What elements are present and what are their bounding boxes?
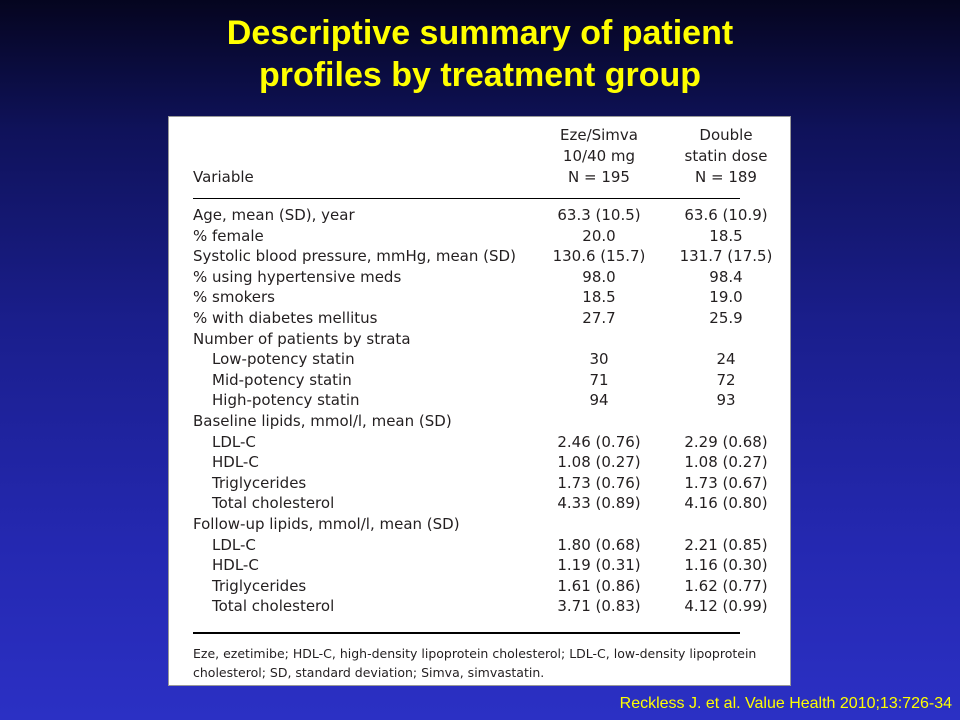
value-double-statin: 63.6 (10.9)	[684, 206, 768, 224]
value-eze-simva: 1.19 (0.31)	[557, 556, 641, 575]
slide-title-line-2: profiles by treatment group	[258, 56, 702, 94]
value-eze-simva: 20.0	[582, 226, 616, 245]
row-label: HDL-C	[212, 453, 259, 472]
table-row	[169, 287, 792, 308]
value-double-statin: 2.29 (0.68)	[684, 432, 768, 451]
value-eze-simva: 1.73 (0.76)	[557, 473, 641, 492]
row-label: % with diabetes mellitus	[193, 308, 378, 327]
footer-divider	[193, 632, 740, 634]
row-label: LDL-C	[212, 432, 256, 451]
table-row	[169, 329, 792, 350]
row-label: Number of patients by strata	[193, 329, 411, 348]
value-eze-simva: 71	[589, 370, 609, 389]
footnote-line-2: cholesterol; SD, standard deviation; Simva, simvastatin.	[193, 665, 545, 680]
value-double-statin: 19.0	[709, 288, 743, 307]
row-label: LDL-C	[212, 535, 256, 554]
table-row	[169, 535, 792, 556]
table-row	[169, 452, 792, 473]
column-header-line: N = 195	[568, 168, 630, 186]
slide-title-line-1: Descriptive summary of patient	[226, 14, 734, 52]
value-eze-simva: 1.61 (0.86)	[557, 576, 641, 595]
citation: Reckless J. et al. Value Health 2010;13:726-34	[619, 695, 952, 712]
row-label: High-potency statin	[212, 391, 360, 410]
header-divider	[193, 198, 740, 199]
row-label: Follow-up lipids, mmol/l, mean (SD)	[193, 514, 460, 533]
table-row	[169, 205, 792, 226]
value-eze-simva: 2.46 (0.76)	[557, 432, 641, 451]
slide-title	[0, 12, 960, 96]
row-label: Age, mean (SD), year	[193, 206, 355, 224]
table-footnote	[193, 644, 773, 682]
table-row	[169, 493, 792, 514]
table-row	[169, 267, 792, 288]
value-double-statin: 4.12 (0.99)	[684, 597, 768, 616]
value-eze-simva: 63.3 (10.5)	[557, 206, 641, 224]
value-eze-simva: 18.5	[582, 288, 616, 307]
table-row	[169, 370, 792, 391]
row-label: HDL-C	[212, 556, 259, 575]
value-double-statin: 24	[716, 350, 736, 369]
value-double-statin: 1.62 (0.77)	[684, 576, 768, 595]
value-double-statin: 1.08 (0.27)	[684, 453, 768, 472]
row-label: Triglycerides	[212, 576, 307, 595]
value-double-statin: 25.9	[709, 308, 743, 327]
value-double-statin: 1.73 (0.67)	[684, 473, 768, 492]
table-row	[169, 246, 792, 267]
value-eze-simva: 98.0	[582, 267, 616, 286]
column-header-line: Eze/Simva	[559, 126, 638, 144]
column-header-double-statin	[661, 125, 791, 188]
value-eze-simva: 94	[589, 391, 609, 410]
value-double-statin: 72	[716, 370, 736, 389]
row-label: % smokers	[193, 288, 275, 307]
value-eze-simva: 4.33 (0.89)	[557, 494, 641, 513]
table-row	[169, 473, 792, 494]
value-double-statin: 18.5	[709, 226, 743, 245]
value-double-statin: 2.21 (0.85)	[684, 535, 768, 554]
row-label: Triglycerides	[212, 473, 307, 492]
table-row	[169, 432, 792, 453]
column-header-line: statin dose	[684, 147, 768, 165]
row-label: Systolic blood pressure, mmHg, mean (SD)	[193, 247, 516, 266]
column-header-variable: Variable	[193, 168, 254, 186]
value-eze-simva: 30	[589, 350, 609, 369]
value-eze-simva: 1.08 (0.27)	[557, 453, 641, 472]
value-double-statin: 98.4	[709, 267, 743, 286]
column-header-line: 10/40 mg	[562, 147, 636, 165]
column-header-line: Double	[699, 126, 753, 144]
value-eze-simva: 3.71 (0.83)	[557, 597, 641, 616]
table-body	[169, 205, 792, 617]
column-header-line: N = 189	[695, 168, 757, 186]
row-label: % using hypertensive meds	[193, 267, 402, 286]
table-row	[169, 555, 792, 576]
table-row	[169, 411, 792, 432]
row-label: Baseline lipids, mmol/l, mean (SD)	[193, 411, 452, 430]
row-label: Low-potency statin	[212, 350, 355, 369]
summary-table	[168, 116, 791, 686]
value-eze-simva: 130.6 (15.7)	[552, 247, 646, 266]
row-label: Mid-potency statin	[212, 370, 352, 389]
table-row	[169, 390, 792, 411]
value-eze-simva: 27.7	[582, 308, 616, 327]
value-double-statin: 1.16 (0.30)	[684, 556, 768, 575]
row-label: % female	[193, 226, 264, 245]
table-row	[169, 226, 792, 247]
table-row	[169, 576, 792, 597]
value-eze-simva: 1.80 (0.68)	[557, 535, 641, 554]
value-double-statin: 4.16 (0.80)	[684, 494, 768, 513]
row-label: Total cholesterol	[212, 494, 335, 513]
row-label: Total cholesterol	[212, 597, 335, 616]
footnote-line-1: Eze, ezetimibe; HDL-C, high-density lipoprotein cholesterol; LDL-C, low-density lipoprotein	[193, 646, 757, 661]
column-header-eze-simva	[534, 125, 664, 188]
table-row	[169, 514, 792, 535]
table-row	[169, 349, 792, 370]
value-double-statin: 93	[716, 391, 736, 410]
table-row	[169, 308, 792, 329]
value-double-statin: 131.7 (17.5)	[679, 247, 773, 266]
table-row	[169, 596, 792, 617]
